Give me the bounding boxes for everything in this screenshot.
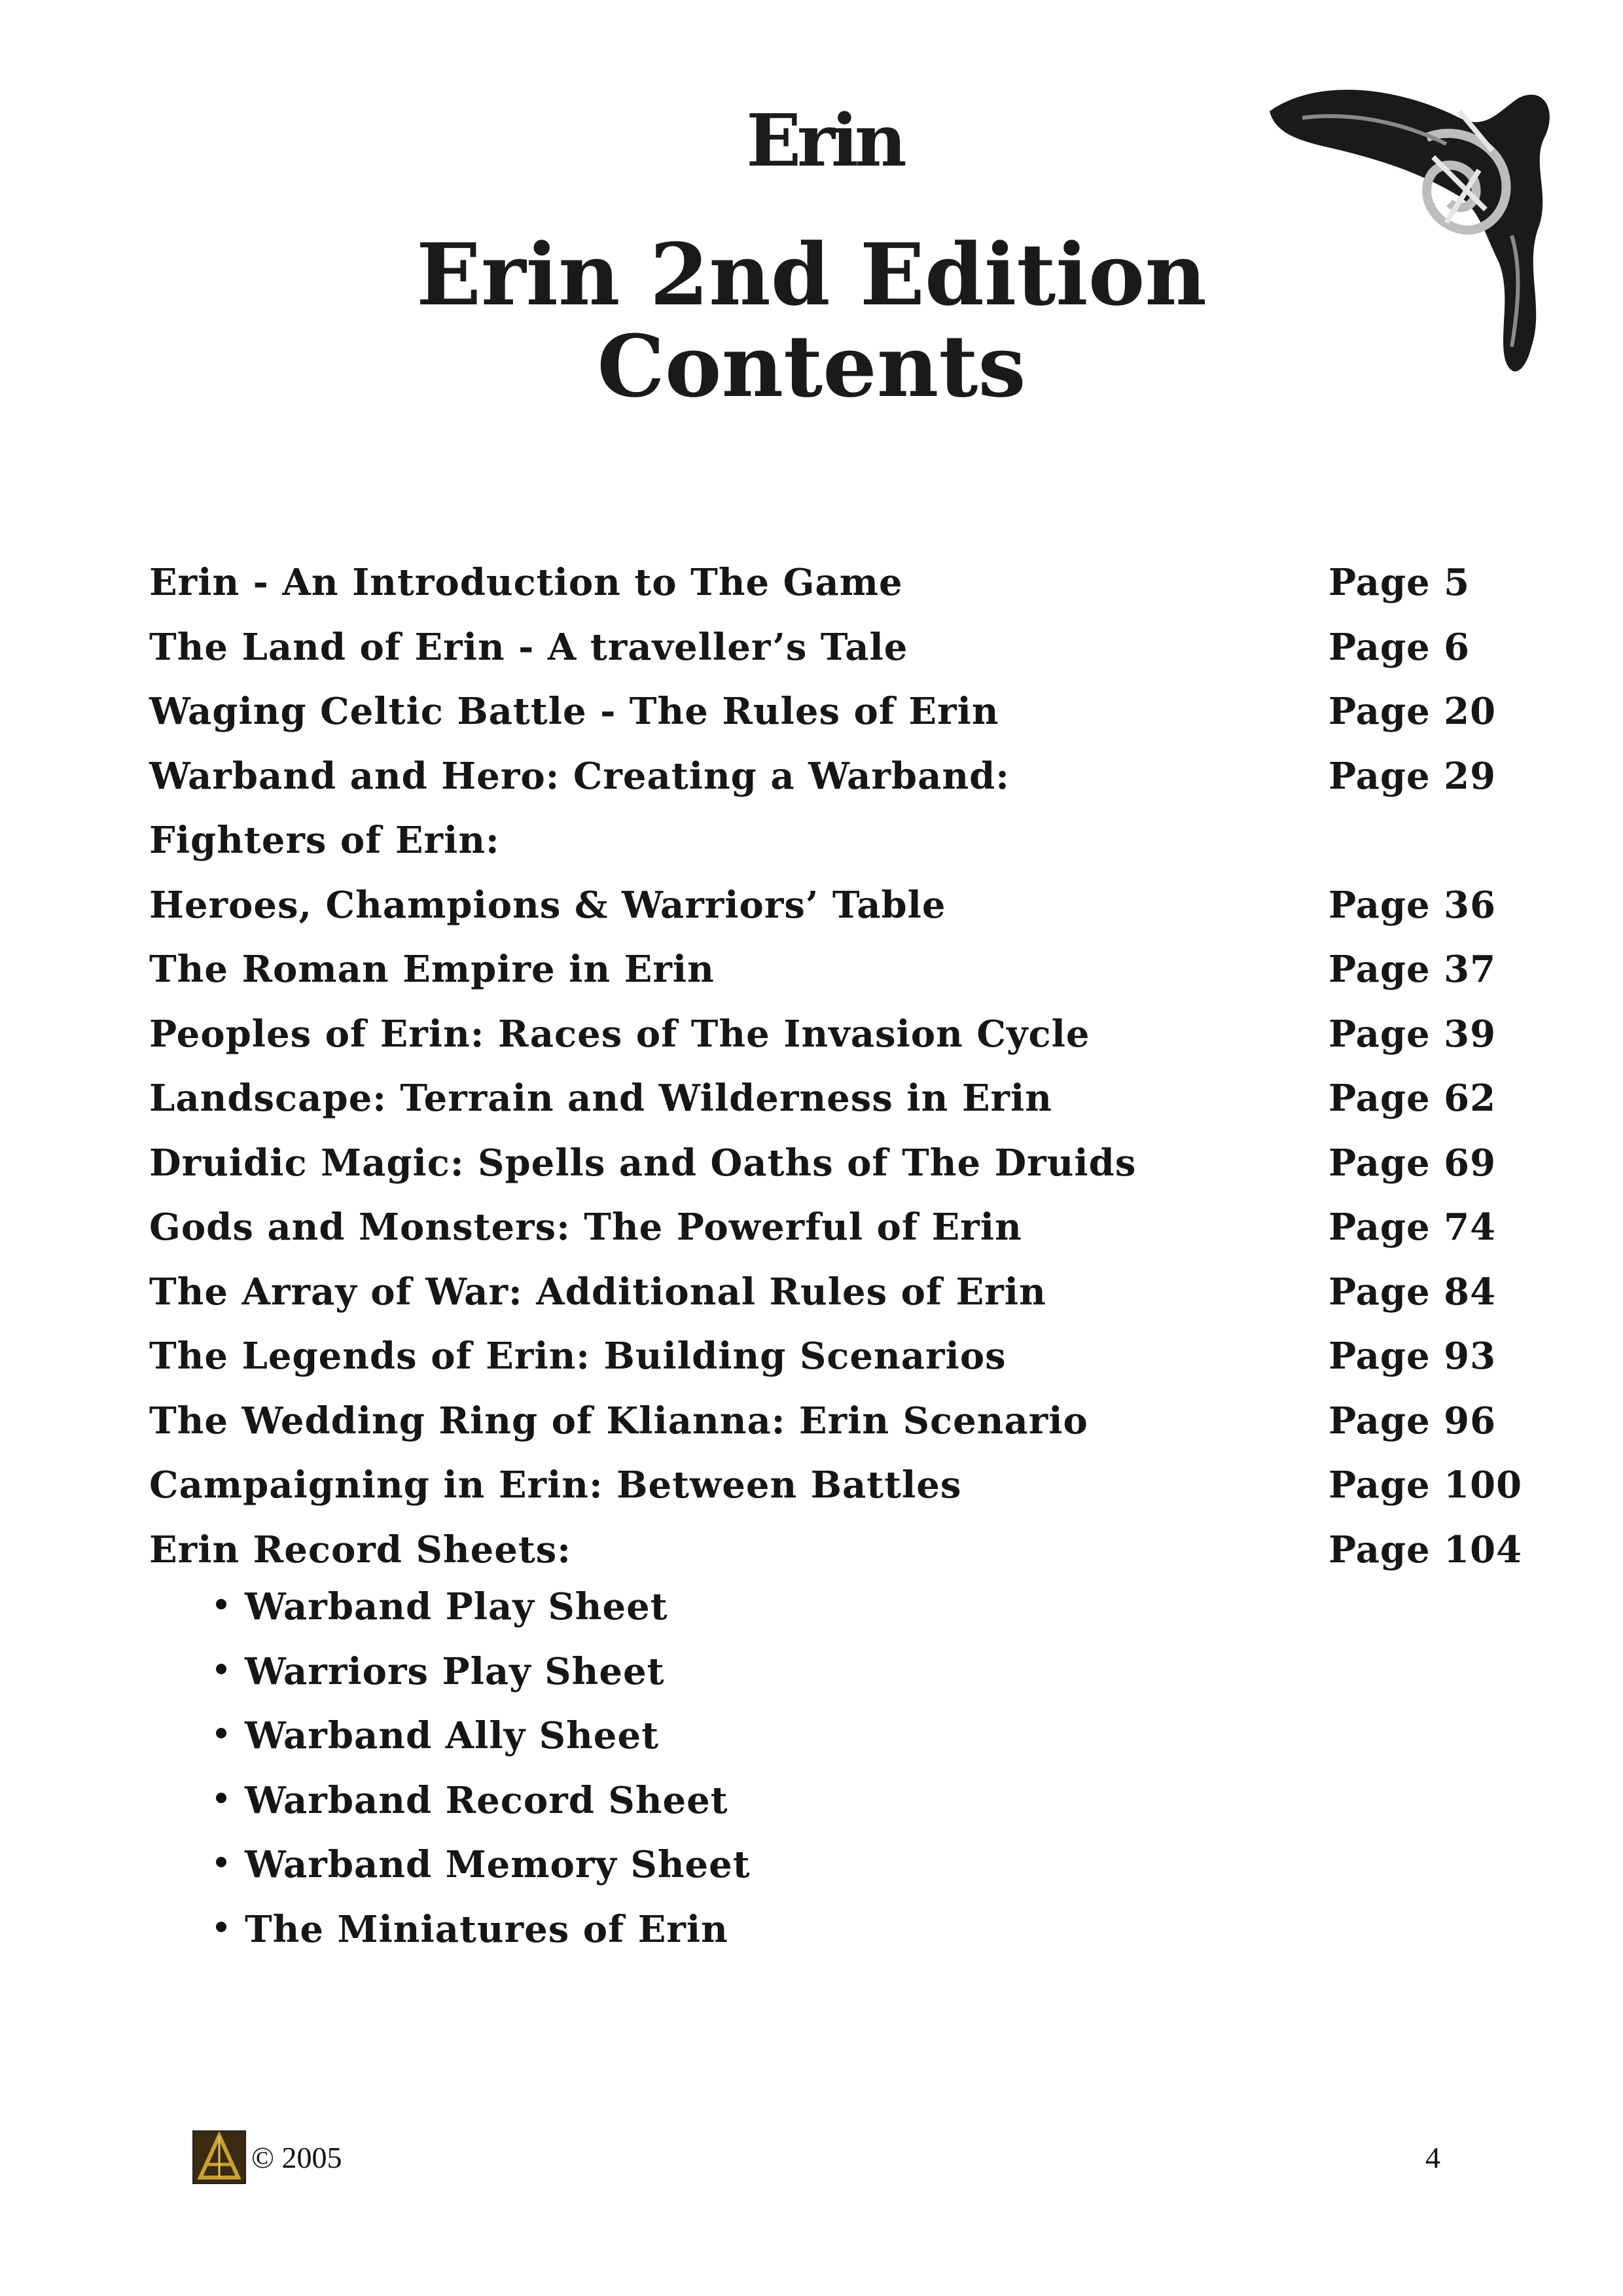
toc-title: Druidic Magic: Spells and Oaths of The Druids [149,1141,1137,1185]
toc-row [149,1132,1524,1196]
toc-row [149,809,1524,874]
toc-title: Heroes, Champions & Warriors’ Table [149,883,946,927]
toc-page: Page 104 [1329,1528,1523,1571]
toc-page: Page 100 [1329,1463,1523,1507]
bullet-icon [216,1728,226,1738]
toc-row [149,680,1524,745]
list-item [216,1769,1329,1834]
toc-title: The Roman Empire in Erin [149,948,715,991]
toc-page: Page 74 [1329,1206,1497,1249]
toc-title: The Array of War: Additional Rules of Erin [149,1270,1046,1314]
sheet-title: Warband Ally Sheet [245,1714,659,1757]
toc-row [149,1325,1524,1390]
sheet-title: Warriors Play Sheet [245,1649,665,1693]
bullet-icon [216,1793,226,1803]
erin-logo: Erin [746,98,903,183]
title-line-1: Erin 2nd Edition [416,224,1207,325]
toc-title: Erin Record Sheets: [149,1528,571,1571]
toc-row [149,874,1524,939]
page-number: 4 [1425,2141,1440,2174]
copyright: © 2005 [251,2141,342,2174]
toc-row [149,616,1524,681]
list-item [216,1704,1329,1769]
toc-page: Page 96 [1329,1399,1497,1443]
toc-row [149,1454,1524,1518]
toc-title: Erin - An Introduction to The Game [149,561,903,604]
toc-page: Page 20 [1329,690,1497,733]
toc-title: Fighters of Erin: [149,819,500,862]
toc-title: Campaigning in Erin: Between Battles [149,1463,962,1507]
toc-row [149,1518,1524,1583]
toc-page: Page 5 [1329,561,1471,604]
toc-page: Page 93 [1329,1335,1497,1378]
toc-page: Page 6 [1329,625,1471,669]
sheet-title: Warband Play Sheet [245,1585,668,1628]
toc-row [149,1390,1524,1454]
toc-page: Page 39 [1329,1012,1497,1056]
list-item [216,1833,1329,1898]
toc-page: Page 69 [1329,1141,1497,1185]
toc-title: Peoples of Erin: Races of The Invasion Cycle [149,1012,1090,1056]
sheet-title: The Miniatures of Erin [245,1907,728,1951]
toc-row [149,1067,1524,1132]
bullet-icon [216,1922,226,1932]
toc-row [149,745,1524,810]
list-item [216,1575,1329,1640]
contents-list [149,551,1524,1583]
toc-title: Gods and Monsters: The Powerful of Erin [149,1206,1022,1249]
toc-row [149,551,1524,616]
toc-title: Waging Celtic Battle - The Rules of Erin [149,690,999,733]
list-item [216,1898,1329,1963]
toc-row [149,1261,1524,1325]
toc-page: Page 62 [1329,1077,1497,1120]
publisher-logo-icon [192,2130,246,2184]
title-line-2: Contents [597,316,1026,416]
bullet-icon [216,1599,226,1609]
toc-page: Page 84 [1329,1270,1497,1314]
bullet-icon [216,1664,226,1674]
toc-title: Landscape: Terrain and Wilderness in Erin [149,1077,1052,1120]
bullet-icon [216,1857,226,1867]
sheet-title: Warband Memory Sheet [245,1843,751,1886]
sheet-title: Warband Record Sheet [245,1778,728,1822]
toc-title: Warband and Hero: Creating a Warband: [149,754,1010,798]
toc-page: Page 37 [1329,948,1497,991]
toc-row [149,1196,1524,1261]
toc-title: The Land of Erin - A traveller’s Tale [149,625,908,669]
toc-row [149,938,1524,1003]
page-title [0,224,1623,416]
toc-title: The Legends of Erin: Building Scenarios [149,1335,1007,1378]
list-item [216,1640,1329,1705]
toc-row [149,1003,1524,1067]
record-sheets-list [216,1575,1329,1962]
toc-page: Page 29 [1329,754,1497,798]
toc-page: Page 36 [1329,883,1497,927]
toc-title: The Wedding Ring of Klianna: Erin Scenario [149,1399,1088,1443]
